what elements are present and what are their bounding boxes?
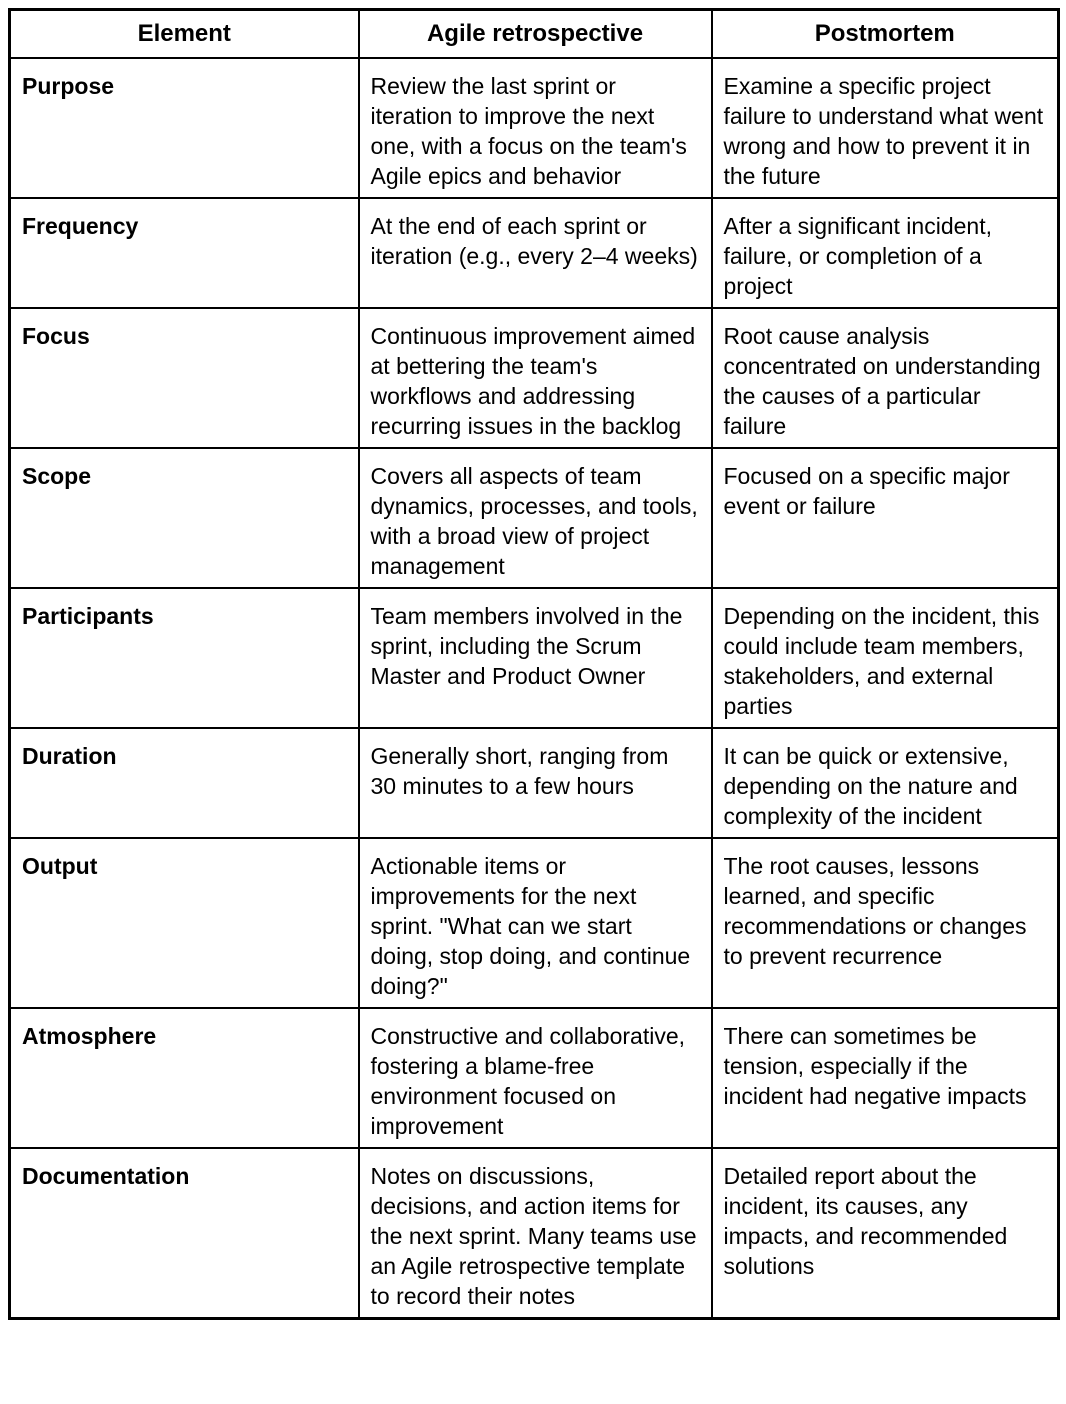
postmortem-cell-focus: Root cause analysis concentrated on understanding the causes of a particular failure: [712, 308, 1059, 448]
table-row-purpose: [10, 58, 1059, 198]
postmortem-cell-purpose: Examine a specific project failure to understand what went wrong and how to prevent it in the future: [712, 58, 1059, 198]
row-label-focus: Focus: [10, 308, 359, 448]
agile-cell-participants: Team members involved in the sprint, including the Scrum Master and Product Owner: [359, 588, 712, 728]
column-header-postmortem: Postmortem: [712, 10, 1059, 58]
row-label-frequency: Frequency: [10, 198, 359, 308]
column-header-element: Element: [10, 10, 359, 58]
postmortem-cell-atmosphere: There can sometimes be tension, especially if the incident had negative impacts: [712, 1008, 1059, 1148]
row-label-participants: Participants: [10, 588, 359, 728]
row-label-scope: Scope: [10, 448, 359, 588]
agile-cell-atmosphere: Constructive and collaborative, fostering a blame-free environment focused on improvement: [359, 1008, 712, 1148]
table-row-duration: [10, 728, 1059, 838]
header-row: [10, 10, 1059, 58]
row-label-output: Output: [10, 838, 359, 1008]
table-row-output: [10, 838, 1059, 1008]
row-label-duration: Duration: [10, 728, 359, 838]
row-label-documentation: Documentation: [10, 1148, 359, 1319]
agile-cell-purpose: Review the last sprint or iteration to improve the next one, with a focus on the team's Agile epics and behavior: [359, 58, 712, 198]
agile-cell-scope: Covers all aspects of team dynamics, processes, and tools, with a broad view of project management: [359, 448, 712, 588]
table-row-documentation: [10, 1148, 1059, 1319]
comparison-table: [8, 8, 1060, 1320]
agile-cell-output: Actionable items or improvements for the next sprint. "What can we start doing, stop doing, and continue doing?": [359, 838, 712, 1008]
row-label-purpose: Purpose: [10, 58, 359, 198]
agile-cell-focus: Continuous improvement aimed at bettering the team's workflows and addressing recurring issues in the backlog: [359, 308, 712, 448]
postmortem-cell-duration: It can be quick or extensive, depending on the nature and complexity of the incident: [712, 728, 1059, 838]
table-row-atmosphere: [10, 1008, 1059, 1148]
postmortem-cell-participants: Depending on the incident, this could include team members, stakeholders, and external parties: [712, 588, 1059, 728]
postmortem-cell-output: The root causes, lessons learned, and specific recommendations or changes to prevent recurrence: [712, 838, 1059, 1008]
postmortem-cell-documentation: Detailed report about the incident, its causes, any impacts, and recommended solutions: [712, 1148, 1059, 1319]
table-row-participants: [10, 588, 1059, 728]
postmortem-cell-scope: Focused on a specific major event or failure: [712, 448, 1059, 588]
agile-cell-frequency: At the end of each sprint or iteration (e.g., every 2–4 weeks): [359, 198, 712, 308]
table-row-focus: [10, 308, 1059, 448]
postmortem-cell-frequency: After a significant incident, failure, or completion of a project: [712, 198, 1059, 308]
table-row-scope: [10, 448, 1059, 588]
agile-cell-duration: Generally short, ranging from 30 minutes to a few hours: [359, 728, 712, 838]
column-header-agile-retrospective: Agile retrospective: [359, 10, 712, 58]
row-label-atmosphere: Atmosphere: [10, 1008, 359, 1148]
agile-cell-documentation: Notes on discussions, decisions, and action items for the next sprint. Many teams use an Agile retrospective template to record their notes: [359, 1148, 712, 1319]
table-row-frequency: [10, 198, 1059, 308]
